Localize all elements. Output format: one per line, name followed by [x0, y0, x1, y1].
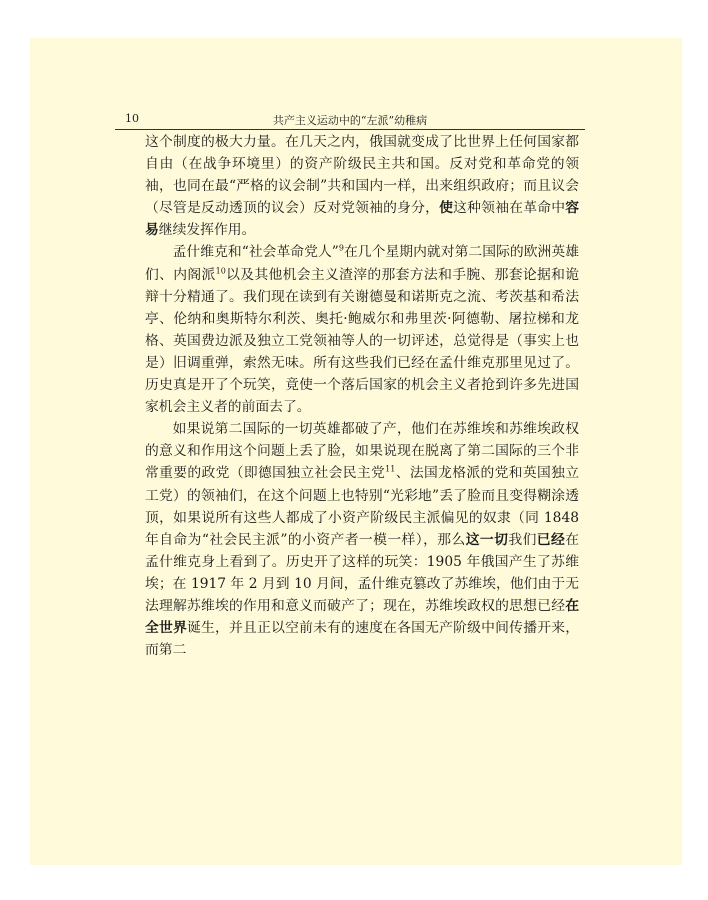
paragraph — [145, 131, 579, 241]
text-span: 继续发挥作用。 — [158, 222, 256, 239]
text-span: 我们 — [508, 531, 537, 548]
paragraph — [145, 241, 579, 418]
bold-text: 使 — [439, 200, 454, 217]
running-title: 共产主义运动中的“左派”幼稚病 — [272, 114, 428, 127]
text-span: 孟什维克和“社会革命党人” — [172, 244, 339, 261]
footnote-marker: 9 — [338, 243, 344, 253]
bold-text: 这一切 — [465, 531, 509, 548]
bold-text: 容易 — [145, 200, 580, 239]
text-span: 如果说第二国际的一切英雄都破了产，他们在苏维埃和苏维埃政权的意义和作用这个问题上丢了脸，如果说现在脱离了第二国际的三个非常重要的政党（即德国独立社会民主党 — [145, 421, 579, 482]
body-text — [145, 131, 579, 661]
text-span: 诞生，并且正以空前未有的速度在各国无产阶级中间传播开来，而第二 — [145, 620, 580, 659]
text-span: 、法国龙格派的党和英国独立工党）的领袖们，在这个问题上也特别“光彩地”丢了脸而且变得糊涂透顶，如果说所有这些人都成了小资产阶级民主派偏见的奴隶（同 1848 年自命为“社会民主派”的小资产者一模一样），那么 — [145, 465, 580, 548]
text-span: 这个制度的极大力量。在几天之内，俄国就变成了比世界上任何国家都自由（在战争环境里）的资产阶级民主共和国。反对党和革命党的领袖，也同在最“严格的议会制”共和国内一样，出来组织政府；而且议会（尽管是反动透顶的议会）反对党领袖的身分， — [145, 134, 579, 217]
text-span: 在孟什维克身上看到了。历史开了这样的玩笑：1905 年俄国产生了苏维埃；在 1917 年 2 月到 10 月间，孟什维克篡改了苏维埃，他们由于无法理解苏维埃的作用和意义而破产了；现在，苏维埃政权的思想已经 — [145, 531, 580, 614]
footnote-marker: 10 — [215, 265, 226, 275]
page-number: 10 — [125, 112, 139, 125]
bold-text: 已经 — [536, 531, 566, 548]
text-span: 以及其他机会主义渣滓的那套方法和手腕、那套论据和诡辩十分精通了。我们现在读到有关谢德曼和诺斯克之流、考茨基和希法亭、伦纳和奥斯特尔利茨、奥托·鲍威尔和弗里茨·阿德勒、屠拉梯和龙格、英国费边派及独立工党领袖等人的一切评述，总觉得是（事实上也是）旧调重弹，索然无味。所有这些我们已经在孟什维克那里见过了。历史真是开了个玩笑，竟使一个落后国家的机会主义者抢到许多先进国家机会主义者的前面去了。 — [145, 266, 580, 416]
footnote-marker: 11 — [385, 464, 396, 474]
text-span: 在几个星期内就对第二国际的欧洲英雄们、内阁派 — [145, 244, 580, 283]
bold-text: 在全世界 — [145, 597, 579, 637]
text-span: 这种领袖在革命中 — [453, 200, 566, 217]
paragraph — [145, 418, 579, 661]
page-header — [115, 109, 585, 130]
